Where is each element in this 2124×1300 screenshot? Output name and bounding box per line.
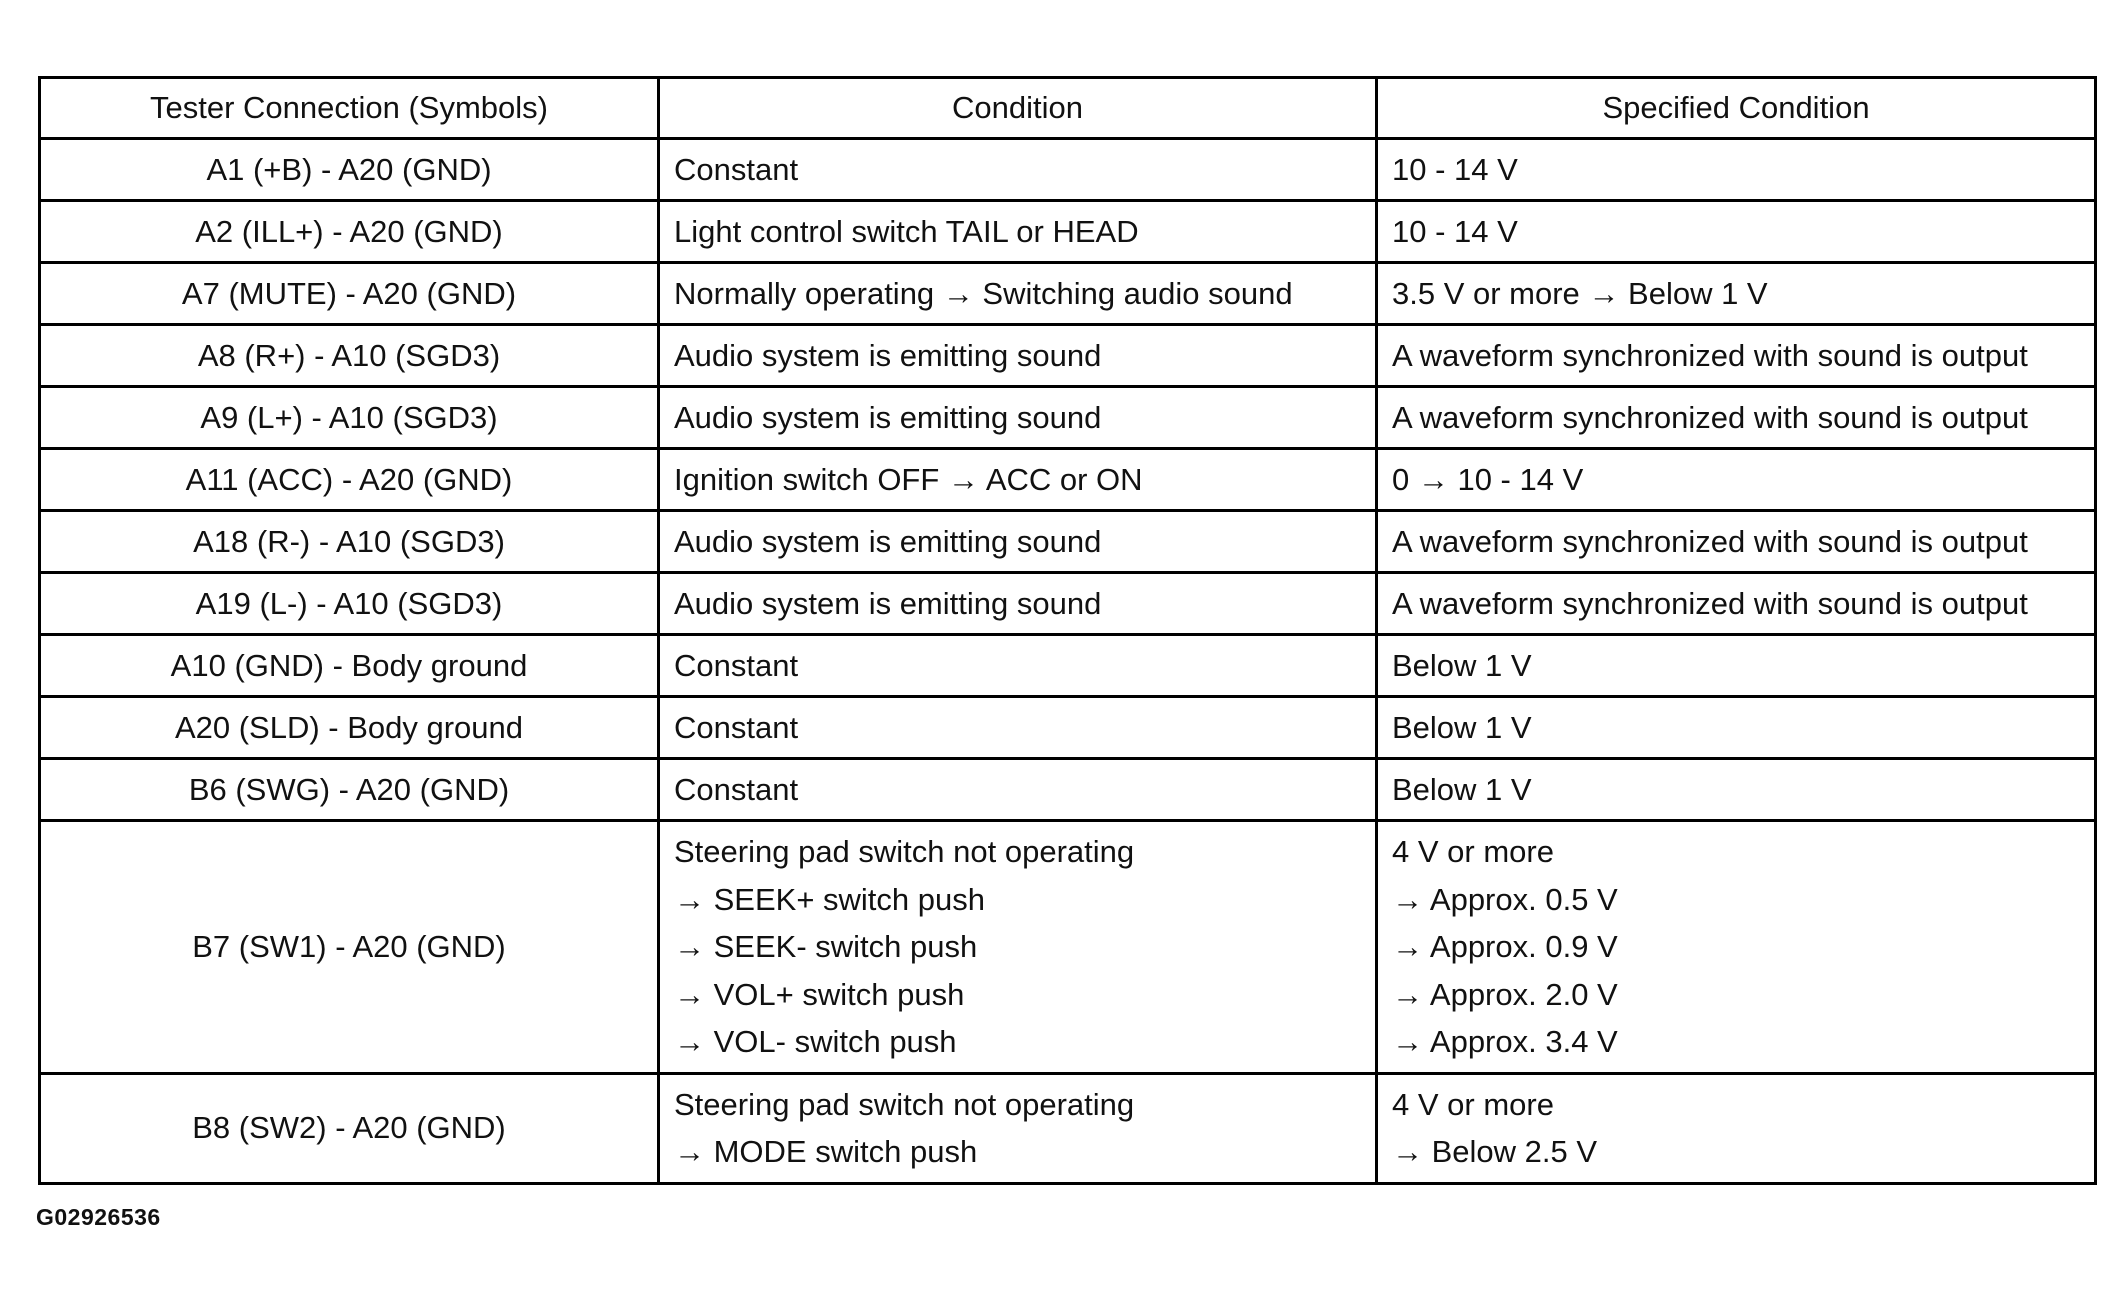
specified-condition-cell — [1377, 325, 2096, 387]
condition-line: → VOL- switch push — [674, 1024, 957, 1059]
figure-id: G02926536 — [36, 1204, 161, 1230]
specified-condition-line: → Approx. 0.9 V — [1392, 929, 1618, 964]
specified-condition-cell — [1377, 511, 2096, 573]
tester-connection-table — [38, 76, 2097, 1185]
table-row — [40, 697, 2096, 759]
tester-connection-cell: A20 (SLD) - Body ground — [40, 697, 659, 759]
specified-condition-line: 0 → 10 - 14 V — [1392, 462, 1584, 497]
condition-line: Constant — [674, 648, 799, 683]
condition-line: → VOL+ switch push — [674, 976, 965, 1012]
specified-condition-line: 4 V or more — [1392, 834, 1554, 869]
tester-connection-cell: A7 (MUTE) - A20 (GND) — [40, 263, 659, 325]
condition-cell — [659, 201, 1377, 263]
tester-connection-cell: A8 (R+) - A10 (SGD3) — [40, 325, 659, 387]
specified-condition-cell — [1377, 759, 2096, 821]
condition-line: Steering pad switch not operating — [674, 834, 1135, 869]
specified-condition-line: → Approx. 0.5 V — [1392, 881, 1618, 917]
table-row — [40, 387, 2096, 449]
specified-condition-cell — [1377, 387, 2096, 449]
tester-connection-cell: A1 (+B) - A20 (GND) — [40, 139, 659, 201]
condition-cell — [659, 325, 1377, 387]
table-row — [40, 449, 2096, 511]
specified-condition-line: A waveform synchronized with sound is output — [1392, 338, 2028, 373]
condition-cell — [659, 387, 1377, 449]
table-row — [40, 263, 2096, 325]
table-row — [40, 635, 2096, 697]
table-row — [40, 139, 2096, 201]
condition-cell — [659, 635, 1377, 697]
condition-line: → MODE switch push — [674, 1134, 978, 1169]
specified-condition-cell — [1377, 821, 2096, 1074]
condition-line: Normally operating → Switching audio sound — [674, 276, 1293, 311]
condition-line: Audio system is emitting sound — [674, 524, 1102, 559]
specified-condition-line: 10 - 14 V — [1392, 214, 1518, 249]
table-row — [40, 201, 2096, 263]
table-row — [40, 1073, 2096, 1183]
tester-connection-cell: B6 (SWG) - A20 (GND) — [40, 759, 659, 821]
header-row — [40, 78, 2096, 139]
table-header — [40, 78, 2096, 139]
condition-cell — [659, 263, 1377, 325]
specified-condition-line: A waveform synchronized with sound is output — [1392, 586, 2028, 621]
condition-line: Constant — [674, 772, 799, 807]
condition-line: Light control switch TAIL or HEAD — [674, 214, 1139, 249]
condition-cell — [659, 511, 1377, 573]
specified-condition-line: Below 1 V — [1392, 648, 1532, 683]
tester-connection-cell: A9 (L+) - A10 (SGD3) — [40, 387, 659, 449]
specified-condition-cell — [1377, 1073, 2096, 1183]
specified-condition-line: Below 1 V — [1392, 772, 1532, 807]
condition-line: Audio system is emitting sound — [674, 338, 1102, 373]
specified-condition-cell — [1377, 635, 2096, 697]
condition-cell — [659, 573, 1377, 635]
condition-cell — [659, 759, 1377, 821]
condition-line: Constant — [674, 152, 799, 187]
table-row — [40, 573, 2096, 635]
table-row — [40, 821, 2096, 1074]
specified-condition-line: 4 V or more — [1392, 1086, 1554, 1122]
header-condition: Condition — [659, 78, 1377, 139]
specified-condition-cell — [1377, 573, 2096, 635]
condition-line: Constant — [674, 710, 799, 745]
tester-connection-cell: A10 (GND) - Body ground — [40, 635, 659, 697]
condition-line: Audio system is emitting sound — [674, 400, 1102, 435]
condition-cell — [659, 1073, 1377, 1183]
specified-condition-line: → Approx. 2.0 V — [1392, 976, 1618, 1012]
specified-condition-line: Below 1 V — [1392, 710, 1532, 745]
specified-condition-line: 3.5 V or more → Below 1 V — [1392, 276, 1768, 311]
header-tester-connection: Tester Connection (Symbols) — [40, 78, 659, 139]
table-row — [40, 511, 2096, 573]
specified-condition-cell — [1377, 449, 2096, 511]
condition-line: Steering pad switch not operating — [674, 1086, 1135, 1122]
specified-condition-cell — [1377, 697, 2096, 759]
specified-condition-line: A waveform synchronized with sound is output — [1392, 400, 2028, 435]
tester-connection-cell: B8 (SW2) - A20 (GND) — [40, 1073, 659, 1183]
condition-cell — [659, 821, 1377, 1074]
specified-condition-line: → Approx. 3.4 V — [1392, 1024, 1618, 1059]
table-body — [40, 139, 2096, 1184]
table-row — [40, 325, 2096, 387]
tester-connection-cell: B7 (SW1) - A20 (GND) — [40, 821, 659, 1074]
tester-connection-cell: A19 (L-) - A10 (SGD3) — [40, 573, 659, 635]
condition-line: → SEEK- switch push — [674, 929, 978, 964]
condition-cell — [659, 449, 1377, 511]
condition-cell — [659, 697, 1377, 759]
specified-condition-line: → Below 2.5 V — [1392, 1134, 1598, 1169]
specified-condition-cell — [1377, 139, 2096, 201]
table-row — [40, 759, 2096, 821]
specified-condition-line: 10 - 14 V — [1392, 152, 1518, 187]
condition-cell — [659, 139, 1377, 201]
header-specified-condition: Specified Condition — [1377, 78, 2096, 139]
specified-condition-cell — [1377, 263, 2096, 325]
tester-connection-cell: A2 (ILL+) - A20 (GND) — [40, 201, 659, 263]
specified-condition-cell — [1377, 201, 2096, 263]
specified-condition-line: A waveform synchronized with sound is output — [1392, 524, 2028, 559]
tester-connection-cell: A11 (ACC) - A20 (GND) — [40, 449, 659, 511]
condition-line: Audio system is emitting sound — [674, 586, 1102, 621]
tester-connection-cell: A18 (R-) - A10 (SGD3) — [40, 511, 659, 573]
condition-line: Ignition switch OFF → ACC or ON — [674, 462, 1143, 497]
condition-line: → SEEK+ switch push — [674, 881, 985, 917]
